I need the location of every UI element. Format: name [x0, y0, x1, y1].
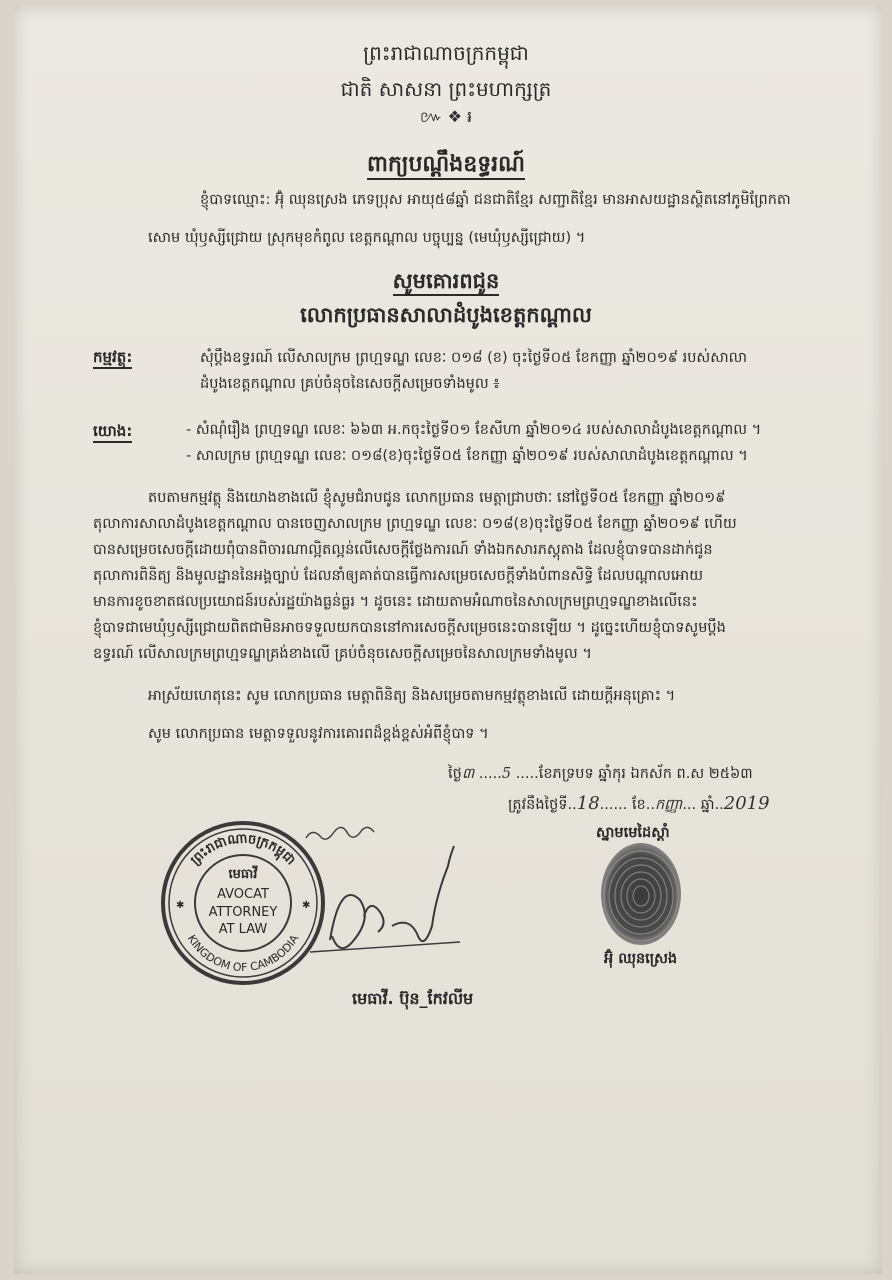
body-line-5: មានការខូចខាតផលប្រយោជន៍របស់រដ្ឋយ៉ាងធ្ងន់ធ្ងរ ។ ដូចនេះ ដោយតាមអំណាចនៃសាលក្រមព្រហ្មទណ្ឌខាងលើនេះ — [93, 594, 698, 610]
seal-bottom-arc-text: KINGDOM OF CAMBODIA — [184, 932, 302, 975]
solar-day-handwritten: 18 — [576, 793, 600, 814]
body-line-4: តុលាការពិនិត្យ និងមូលដ្ឋាននៃអង្គច្បាប់ ដែលនាំឲ្យគាត់បានធ្វើការសម្រេចសេចក្ដីទាំងបំពានសិទ្ធិ ដែលបណ្ដាលអោយ — [93, 568, 704, 584]
closing-paragraph: សូម លោកប្រធាន មេត្តាទទួលនូវការគោរពដ៏ខ្ពង់ខ្ពស់អំពីខ្ញុំបាទ ។ — [148, 726, 489, 742]
body-line-6: ខ្ញុំបាទជាមេឃុំឫស្សីជ្រោយពិតជាមិនអាចទទួលយកបាននៅការសេចក្ដីសម្រេចនេះបានឡើយ ។ ដូច្នេះហើយខ្ញុំបាទសូមប្ដឹង — [93, 620, 726, 636]
header-ornament: ៚ ❖ ៛ — [419, 107, 473, 126]
body-line-1: តបតាមកម្មវត្ថុ និងយោងខាងលើ ខ្ញុំសូមជំរាបជូន លោកប្រធាន មេត្តាជ្រាបថាៈ នៅថ្ងៃទី០៥ ខែកញ្ញា ឆ្នាំ២០១៩ — [148, 490, 726, 506]
subject-label: កម្មវត្ថុ: — [93, 348, 132, 370]
seal-line-2: AVOCAT — [217, 887, 269, 902]
seal-top-arc-text: ព្រះរាជាណាចក្រកម្ពុជា — [188, 831, 299, 869]
seal-line-1: មេធាវី — [228, 867, 258, 882]
seal-star-left-icon: ✱ — [176, 900, 185, 911]
svg-text:KINGDOM OF CAMBODIA — [185, 932, 302, 974]
intro-line-1: ខ្ញុំបាទឈ្មោះ: អ៊ុំ ឈុនស្រេង ភេទប្រុស អាយុ៥៨ឆ្នាំ ជនជាតិខ្មែរ សញ្ជាតិខ្មែរ មានអាសយដ្ឋានស្ថិតនៅភូមិព្រែកតា — [200, 192, 791, 208]
reference-line-1: - សំណុំរឿង ព្រហ្មទណ្ឌ លេខៈ ៦៦៣ អ.កចុះថ្ងៃទី០១ ខែសីហា ឆ្នាំ២០១៤ របស់សាលាដំបូងខេត្តកណ្ដាល ។ — [186, 422, 762, 438]
thumbprint-owner-name: អ៊ុំ ឈុនស្រេង — [604, 951, 678, 967]
seal-line-3: ATTORNEY — [208, 905, 278, 920]
document-title: ពាក្យបណ្ដឹងឧទ្ធរណ៍ — [0, 150, 892, 182]
reference-label: យោង: — [93, 422, 132, 444]
seal-star-right-icon: ✱ — [302, 900, 311, 911]
kingdom-heading: ព្រះរាជាណាចក្រកម្ពុជា — [363, 41, 529, 65]
addressee-salutation: សូមគោរពជូន — [0, 268, 892, 299]
svg-text:ព្រះរាជាណាចក្រកម្ពុជា — [188, 831, 298, 868]
lawyer-signature — [300, 820, 470, 970]
national-motto: ជាតិ សាសនា ព្រះមហាក្សត្រ — [340, 77, 552, 101]
seal-line-4: AT LAW — [218, 922, 268, 937]
solar-year-handwritten: 2019 — [723, 793, 770, 814]
lawyer-name: មេធាវី. ប៊ុន_កែវលីម — [352, 989, 474, 1008]
intro-line-2: សោម ឃុំឫស្សីជ្រោយ ស្រុកមុខកំពូល ខេត្តកណ្ដាល បច្ចុប្បន្ន (មេឃុំឫស្សីជ្រោយ) ។ — [148, 230, 586, 246]
lunar-fill-handwritten: 5 — [501, 766, 516, 782]
body-line-3: បានសម្រេចសេចក្ដីដោយពុំបានពិចារណាល្អិតល្អន់លើសេចក្ដីថ្លែងការណ៍ ទាំងឯកសារភស្ដុតាង ដែលខ្ញុំបាទបានដាក់ជូន — [93, 542, 713, 558]
subject-line-2: ដំបូងខេត្តកណ្ដាល គ្រប់ចំនុចនៃសេចក្ដីសម្រេចទាំងមូល ៖ — [200, 376, 500, 392]
body-line-2: តុលាការសាលាដំបូងខេត្តកណ្ដាល បានចេញសាលក្រម ព្រហ្មទណ្ឌ លេខៈ ០១៨(ខ)ចុះថ្ងៃទី០៥ ខែកញ្ញា ឆ្នាំ២០១៩ ហើយ — [93, 516, 737, 532]
lunar-day-handwritten: ៣ — [461, 766, 479, 782]
reference-line-2: - សាលក្រម ព្រហ្មទណ្ឌ លេខៈ ០១៨(ខ)ចុះថ្ងៃទី០៥ ខែកញ្ញា ឆ្នាំ២០១៩ របស់សាលាដំបូងខេត្តកណ្ដាល ។ — [186, 448, 748, 464]
subject-line-1: សុំប្ដឹងឧទ្ធរណ៍ លើសាលក្រម ព្រហ្មទណ្ឌ លេខៈ ០១៨ (ខ) ចុះថ្ងៃទី០៥ ខែកញ្ញា ឆ្នាំ២០១៩ របស់សាលា — [200, 350, 748, 366]
body-line-7: ឧទ្ធរណ៍ លើសាលក្រមព្រហ្មទណ្ឌគ្រង់ខាងលើ គ្រប់ចំនុចសេចក្ដីសម្រេចនៃសាលក្រមទាំងមូល ។ — [93, 646, 592, 662]
lunar-date: ថ្ងៃ៣ .....5 .....ខែភទ្របទ ឆ្នាំកុរ ឯកស័ក ព.ស ២៥៦៣ — [448, 766, 753, 782]
fingerprint-icon — [598, 840, 684, 948]
addressee-name: លោកប្រធានសាលាដំបូងខេត្តកណ្ដាល — [300, 303, 592, 327]
solar-month-handwritten: កញ្ញា — [654, 797, 683, 813]
request-paragraph: អាស្រ័យហេតុនេះ សូម លោកប្រធាន មេត្តាពិនិត្យ និងសម្រេចតាមកម្មវត្ថុខាងលើ ដោយក្ដីអនុគ្រោះ ។ — [148, 688, 676, 704]
thumbprint-label: ស្នាមមេដៃស្ដាំ — [596, 825, 670, 841]
solar-date: ត្រូវនឹងថ្ងៃទី..18...... ខែ..កញ្ញា... ឆ្នាំ..2019 — [508, 793, 770, 814]
